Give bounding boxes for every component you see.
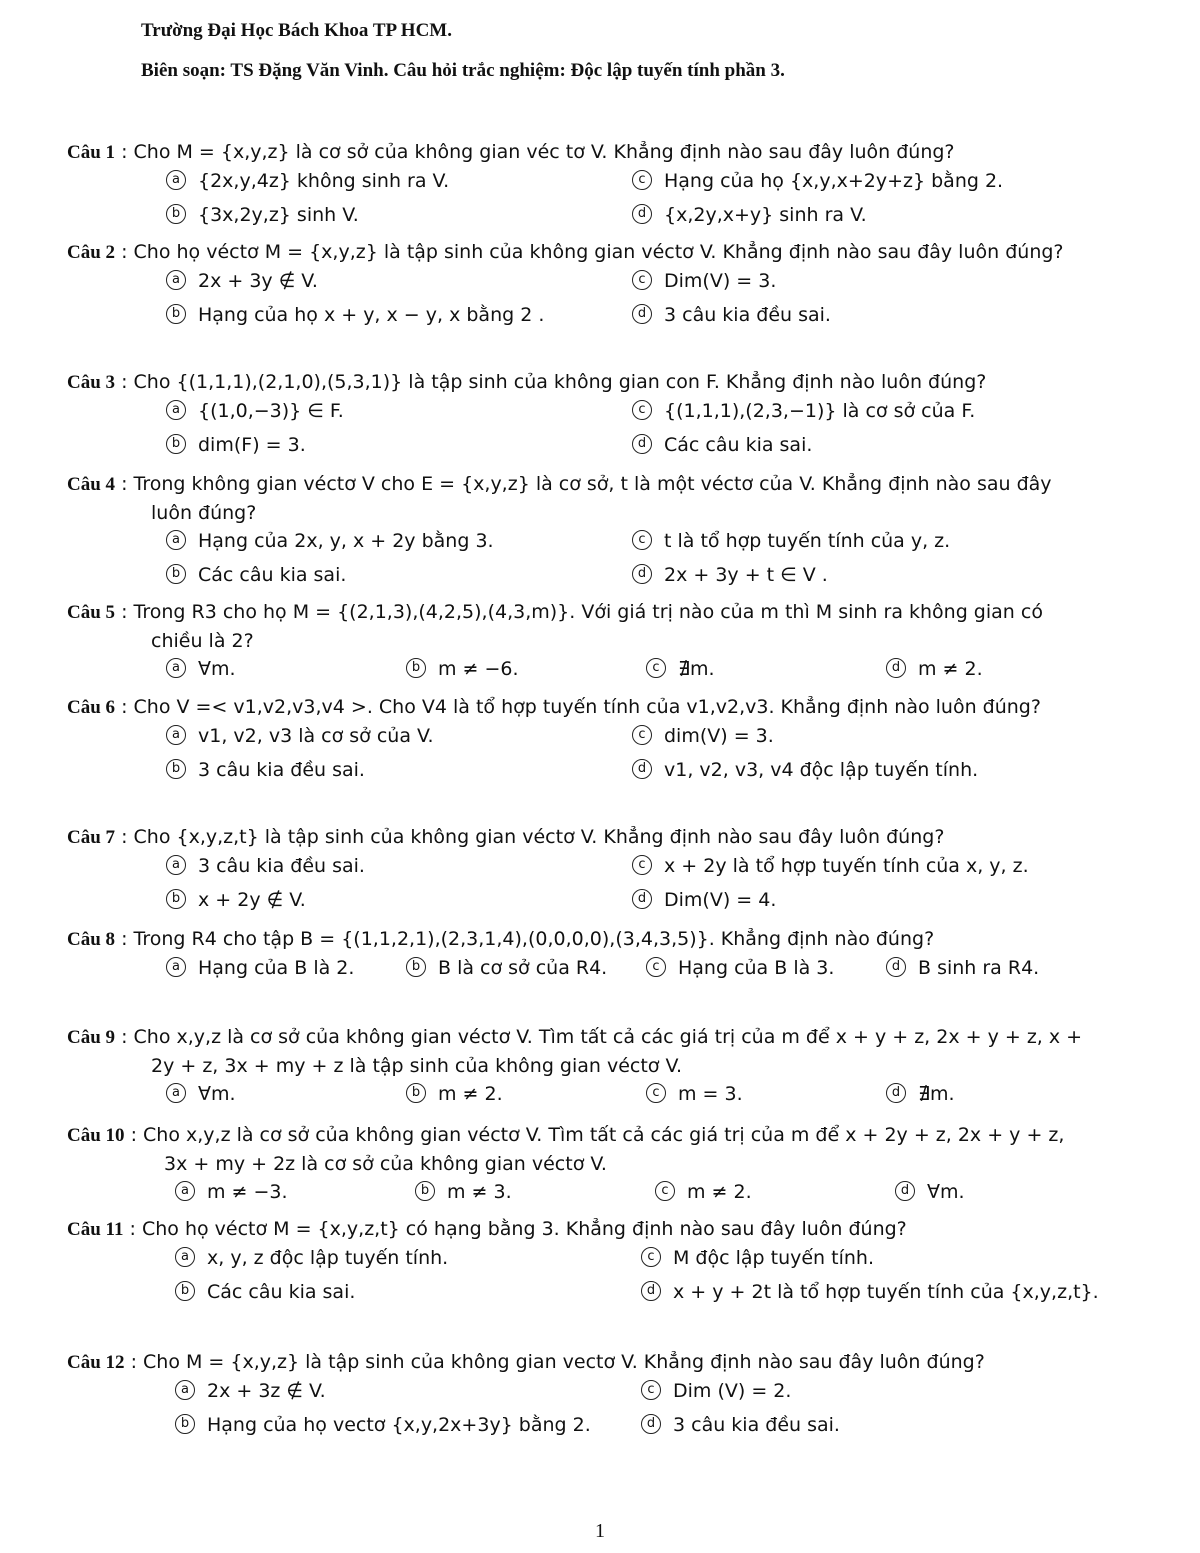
option-letter-badge: a xyxy=(166,170,186,190)
option-text: t là tổ hợp tuyến tính của y, z. xyxy=(664,530,951,552)
option-text: ∄m. xyxy=(678,658,715,680)
option-letter-badge: d xyxy=(632,889,652,909)
option-text: m ≠ −3. xyxy=(207,1181,288,1203)
answer-option-c[interactable] xyxy=(632,722,1098,750)
option-text: 2x + 3y + t ∈ V . xyxy=(664,564,828,586)
option-text: x, y, z độc lập tuyến tính. xyxy=(207,1247,449,1269)
option-text: dim(V) = 3. xyxy=(664,725,774,747)
question-text: Cho V =< v1,v2,v3,v4 >. Cho V4 là tổ hợp tuyến tính của v1,v2,v3. Khẳng định nào luôn đúng? xyxy=(133,696,1041,718)
option-text: v1, v2, v3 là cơ sở của V. xyxy=(198,725,434,747)
answer-options xyxy=(175,1178,1087,1206)
answer-options xyxy=(166,954,1087,982)
option-text: 2x + 3y ∉ V. xyxy=(198,270,318,292)
question-stem xyxy=(67,693,1087,722)
option-text: 3 câu kia đều sai. xyxy=(673,1414,840,1436)
question-separator: : xyxy=(115,473,134,495)
question-separator: : xyxy=(115,696,134,718)
option-text: dim(F) = 3. xyxy=(198,434,306,456)
option-text: Hạng của họ x + y, x − y, x bằng 2 . xyxy=(198,304,545,326)
option-text: m ≠ 2. xyxy=(687,1181,752,1203)
option-text: {(1,0,−3)} ∈ F. xyxy=(198,400,344,422)
option-letter-badge: d xyxy=(641,1281,661,1301)
option-letter-badge: c xyxy=(632,530,652,550)
answer-option-a[interactable] xyxy=(175,1244,641,1272)
answer-option-b[interactable] xyxy=(406,954,646,982)
option-text: Hạng của B là 3. xyxy=(678,957,835,979)
option-letter-badge: a xyxy=(175,1380,195,1400)
option-letter-badge: c xyxy=(632,725,652,745)
answer-option-a[interactable] xyxy=(175,1178,415,1206)
answer-option-c[interactable] xyxy=(632,527,1098,555)
option-letter-badge: c xyxy=(632,170,652,190)
answer-option-a[interactable] xyxy=(166,397,632,425)
option-letter-badge: b xyxy=(406,1083,426,1103)
question-separator: : xyxy=(115,1026,134,1048)
question-10 xyxy=(67,1121,1087,1206)
answer-option-d[interactable] xyxy=(632,886,1098,914)
option-text: Dim(V) = 4. xyxy=(664,889,777,911)
option-letter-badge: d xyxy=(632,304,652,324)
answer-option-a[interactable] xyxy=(166,1080,406,1108)
option-letter-badge: b xyxy=(166,434,186,454)
answer-option-b[interactable] xyxy=(166,201,632,229)
question-9 xyxy=(67,1023,1087,1108)
question-number: Câu 3 xyxy=(67,372,116,393)
question-8 xyxy=(67,925,1087,982)
answer-option-b[interactable] xyxy=(175,1278,641,1306)
option-letter-badge: c xyxy=(646,957,666,977)
option-letter-badge: b xyxy=(175,1281,195,1301)
question-separator: : xyxy=(124,1124,144,1146)
option-letter-badge: a xyxy=(166,400,186,420)
answer-options xyxy=(166,1080,1087,1108)
option-text: Các câu kia sai. xyxy=(664,434,813,456)
question-stem xyxy=(67,1023,1087,1080)
question-separator: : xyxy=(115,241,134,263)
question-stem xyxy=(67,138,1087,167)
answer-option-d[interactable] xyxy=(886,655,1126,683)
option-letter-badge: b xyxy=(166,564,186,584)
option-text: Hạng của B là 2. xyxy=(198,957,355,979)
answer-options xyxy=(166,527,1087,589)
answer-options xyxy=(166,167,1087,229)
question-separator: : xyxy=(123,1218,142,1240)
option-text: Hạng của họ vectơ {x,y,2x+3y} bằng 2. xyxy=(207,1414,591,1436)
question-stem xyxy=(67,368,1087,397)
question-4 xyxy=(67,470,1087,589)
answer-option-b[interactable] xyxy=(415,1178,655,1206)
answer-option-d[interactable] xyxy=(632,561,1098,589)
option-letter-badge: d xyxy=(641,1414,661,1434)
option-text: v1, v2, v3, v4 độc lập tuyến tính. xyxy=(664,759,979,781)
answer-option-b[interactable] xyxy=(175,1411,641,1439)
option-letter-badge: d xyxy=(895,1181,915,1201)
answer-option-a[interactable] xyxy=(166,267,632,295)
answer-option-b[interactable] xyxy=(166,756,632,784)
answer-option-d[interactable] xyxy=(632,201,1098,229)
question-text: Cho M = {x,y,z} là tập sinh của không gian vectơ V. Khẳng định nào sau đây luôn đúng? xyxy=(143,1351,985,1373)
question-number: Câu 12 xyxy=(67,1352,125,1373)
option-letter-badge: a xyxy=(166,1083,186,1103)
question-stem xyxy=(67,470,1087,527)
question-12 xyxy=(67,1348,1087,1439)
answer-option-d[interactable] xyxy=(886,1080,1126,1108)
option-text: Dim(V) = 3. xyxy=(664,270,777,292)
option-letter-badge: b xyxy=(415,1181,435,1201)
answer-option-a[interactable] xyxy=(166,954,406,982)
answer-option-b[interactable] xyxy=(166,886,632,914)
question-number: Câu 11 xyxy=(67,1219,124,1240)
option-letter-badge: c xyxy=(632,855,652,875)
answer-option-a[interactable] xyxy=(166,722,632,750)
question-text: Trong không gian véctơ V cho E = {x,y,z} là cơ sở, t là một véctơ của V. Khẳng định nào sau đây luôn đúng? xyxy=(133,473,1052,524)
option-letter-badge: d xyxy=(886,957,906,977)
question-separator: : xyxy=(124,1351,144,1373)
option-letter-badge: d xyxy=(632,204,652,224)
option-text: ∄m. xyxy=(918,1083,955,1105)
option-text: ∀m. xyxy=(927,1181,965,1203)
page-number: 1 xyxy=(595,1520,605,1542)
answer-option-c[interactable] xyxy=(632,267,1098,295)
question-text: Cho x,y,z là cơ sở của không gian véctơ V. Tìm tất cả các giá trị của m để x + 2y + z, 2x + y + z, 3x + my + 2z là cơ sở của không gian véctơ V. xyxy=(143,1124,1065,1175)
document-subtitle: Biên soạn: TS Đặng Văn Vinh. Câu hỏi trắc nghiệm: Độc lập tuyến tính phần 3. xyxy=(141,60,785,81)
answer-option-d[interactable] xyxy=(895,1178,1135,1206)
option-text: Dim (V) = 2. xyxy=(673,1380,792,1402)
option-text: {x,2y,x+y} sinh ra V. xyxy=(664,204,867,226)
option-text: m ≠ −6. xyxy=(438,658,519,680)
answer-option-a[interactable] xyxy=(166,527,632,555)
institution-title: Trường Đại Học Bách Khoa TP HCM. xyxy=(141,20,452,41)
option-letter-badge: a xyxy=(166,270,186,290)
answer-option-a[interactable] xyxy=(166,852,632,880)
question-number: Câu 5 xyxy=(67,602,116,623)
answer-option-a[interactable] xyxy=(166,655,406,683)
answer-options xyxy=(166,722,1087,784)
answer-options xyxy=(166,397,1087,459)
option-letter-badge: b xyxy=(175,1414,195,1434)
question-5 xyxy=(67,598,1087,683)
question-text: Cho {x,y,z,t} là tập sinh của không gian véctơ V. Khẳng định nào sau đây luôn đúng? xyxy=(133,826,945,848)
option-text: Hạng của họ {x,y,x+2y+z} bằng 2. xyxy=(664,170,1004,192)
question-number: Câu 6 xyxy=(67,697,116,718)
option-letter-badge: d xyxy=(886,658,906,678)
answer-option-c[interactable] xyxy=(646,1080,886,1108)
question-number: Câu 8 xyxy=(67,929,116,950)
option-text: M độc lập tuyến tính. xyxy=(673,1247,874,1269)
question-stem xyxy=(67,1215,1087,1244)
option-text: m ≠ 2. xyxy=(918,658,983,680)
question-stem xyxy=(67,1121,1087,1178)
question-stem xyxy=(67,1348,1087,1377)
option-letter-badge: a xyxy=(166,658,186,678)
question-stem xyxy=(67,598,1087,655)
answer-option-c[interactable] xyxy=(655,1178,895,1206)
question-3 xyxy=(67,368,1087,459)
question-text: Cho M = {x,y,z} là cơ sở của không gian véc tơ V. Khẳng định nào sau đây luôn đúng? xyxy=(133,141,955,163)
option-text: ∀m. xyxy=(198,658,236,680)
option-letter-badge: a xyxy=(166,725,186,745)
option-letter-badge: c xyxy=(632,400,652,420)
answer-option-d[interactable] xyxy=(641,1278,1107,1306)
answer-option-a[interactable] xyxy=(166,167,632,195)
answer-options xyxy=(175,1244,1099,1306)
option-letter-badge: b xyxy=(166,204,186,224)
option-text: 2x + 3z ∉ V. xyxy=(207,1380,326,1402)
answer-option-c[interactable] xyxy=(641,1377,1107,1405)
option-letter-badge: c xyxy=(641,1247,661,1267)
question-6 xyxy=(67,693,1087,784)
answer-option-b[interactable] xyxy=(166,301,632,329)
option-text: B sinh ra R4. xyxy=(918,957,1040,979)
question-1 xyxy=(67,138,1087,229)
question-text: Cho họ véctơ M = {x,y,z,t} có hạng bằng 3. Khẳng định nào sau đây luôn đúng? xyxy=(141,1218,907,1240)
option-text: 3 câu kia đều sai. xyxy=(664,304,831,326)
option-letter-badge: c xyxy=(646,658,666,678)
question-stem xyxy=(67,238,1087,267)
option-text: m ≠ 3. xyxy=(447,1181,512,1203)
question-2 xyxy=(67,238,1087,329)
question-number: Câu 1 xyxy=(67,142,116,163)
answer-option-c[interactable] xyxy=(646,954,886,982)
option-text: 3 câu kia đều sai. xyxy=(198,855,365,877)
answer-option-a[interactable] xyxy=(175,1377,641,1405)
option-letter-badge: a xyxy=(166,855,186,875)
answer-options xyxy=(166,852,1087,914)
option-letter-badge: a xyxy=(175,1247,195,1267)
answer-option-d[interactable] xyxy=(632,301,1098,329)
answer-option-d[interactable] xyxy=(641,1411,1107,1439)
question-separator: : xyxy=(115,928,134,950)
option-letter-badge: c xyxy=(641,1380,661,1400)
option-letter-badge: c xyxy=(632,270,652,290)
answer-option-d[interactable] xyxy=(632,756,1098,784)
answer-option-c[interactable] xyxy=(632,397,1098,425)
question-text: Cho {(1,1,1),(2,1,0),(5,3,1)} là tập sinh của không gian con F. Khẳng định nào luôn đúng? xyxy=(133,371,987,393)
question-stem xyxy=(67,925,1087,954)
option-text: Các câu kia sai. xyxy=(198,564,347,586)
answer-option-d[interactable] xyxy=(632,431,1098,459)
question-stem xyxy=(67,823,1087,852)
option-text: {2x,y,4z} không sinh ra V. xyxy=(198,170,450,192)
option-text: {3x,2y,z} sinh V. xyxy=(198,204,359,226)
question-separator: : xyxy=(115,826,134,848)
option-letter-badge: d xyxy=(632,564,652,584)
option-letter-badge: a xyxy=(175,1181,195,1201)
answer-options xyxy=(166,267,1087,329)
question-11 xyxy=(67,1215,1099,1306)
question-text: Trong R4 cho tập B = {(1,1,2,1),(2,3,1,4),(0,0,0,0),(3,4,3,5)}. Khẳng định nào đúng? xyxy=(133,928,935,950)
answer-option-d[interactable] xyxy=(886,954,1126,982)
question-text: Cho x,y,z là cơ sở của không gian véctơ V. Tìm tất cả các giá trị của m để x + y + z, 2x + y + z, x + 2y + z, 3x + my + z là tập sinh của không gian véctơ V. xyxy=(133,1026,1083,1077)
option-letter-badge: a xyxy=(166,530,186,550)
option-text: B là cơ sở của R4. xyxy=(438,957,608,979)
answer-option-b[interactable] xyxy=(406,1080,646,1108)
answer-option-b[interactable] xyxy=(166,431,632,459)
option-letter-badge: b xyxy=(166,304,186,324)
answer-option-b[interactable] xyxy=(166,561,632,589)
option-letter-badge: a xyxy=(166,957,186,977)
option-letter-badge: b xyxy=(166,889,186,909)
option-letter-badge: c xyxy=(655,1181,675,1201)
answer-option-c[interactable] xyxy=(641,1244,1107,1272)
option-text: m ≠ 2. xyxy=(438,1083,503,1105)
question-number: Câu 2 xyxy=(67,242,116,263)
answer-options xyxy=(175,1377,1087,1439)
question-text: Trong R3 cho họ M = {(2,1,3),(4,2,5),(4,3,m)}. Với giá trị nào của m thì M sinh ra không gian có chiều là 2? xyxy=(133,601,1043,652)
question-text: Cho họ véctơ M = {x,y,z} là tập sinh của không gian véctơ V. Khẳng định nào sau đây luôn đúng? xyxy=(133,241,1064,263)
option-text: Hạng của 2x, y, x + 2y bằng 3. xyxy=(198,530,494,552)
option-letter-badge: d xyxy=(632,759,652,779)
answer-option-c[interactable] xyxy=(632,167,1098,195)
answer-option-c[interactable] xyxy=(646,655,886,683)
option-text: m = 3. xyxy=(678,1083,743,1105)
question-separator: : xyxy=(115,371,134,393)
question-number: Câu 4 xyxy=(67,474,116,495)
option-text: x + 2y ∉ V. xyxy=(198,889,306,911)
option-text: ∀m. xyxy=(198,1083,236,1105)
option-letter-badge: b xyxy=(406,658,426,678)
option-text: Các câu kia sai. xyxy=(207,1281,356,1303)
question-number: Câu 7 xyxy=(67,827,116,848)
option-letter-badge: d xyxy=(632,434,652,454)
option-text: {(1,1,1),(2,3,−1)} là cơ sở của F. xyxy=(664,400,976,422)
question-number: Câu 9 xyxy=(67,1027,116,1048)
option-text: 3 câu kia đều sai. xyxy=(198,759,365,781)
option-text: x + 2y là tổ hợp tuyến tính của x, y, z. xyxy=(664,855,1029,877)
option-letter-badge: d xyxy=(886,1083,906,1103)
answer-option-c[interactable] xyxy=(632,852,1098,880)
option-letter-badge: b xyxy=(166,759,186,779)
option-letter-badge: b xyxy=(406,957,426,977)
question-number: Câu 10 xyxy=(67,1125,125,1146)
question-separator: : xyxy=(115,141,134,163)
answer-option-b[interactable] xyxy=(406,655,646,683)
option-letter-badge: c xyxy=(646,1083,666,1103)
question-7 xyxy=(67,823,1087,914)
answer-options xyxy=(166,655,1087,683)
option-text: x + y + 2t là tổ hợp tuyến tính của {x,y,z,t}. xyxy=(673,1281,1099,1303)
question-separator: : xyxy=(115,601,134,623)
